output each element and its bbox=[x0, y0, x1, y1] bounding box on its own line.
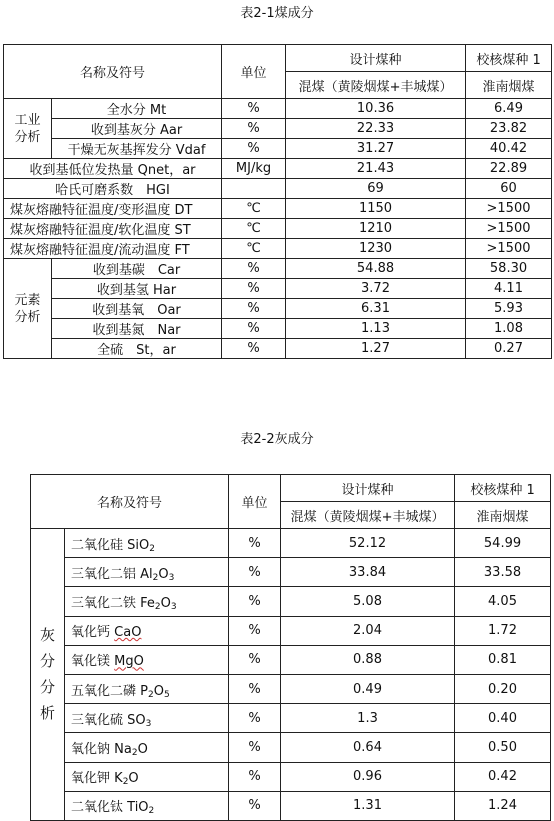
row-name: 全硫 St，ar bbox=[52, 339, 222, 359]
row-design-value: 1.13 bbox=[286, 319, 466, 339]
row-check-value: >1500 bbox=[466, 219, 552, 239]
row-unit: % bbox=[222, 299, 286, 319]
table2-caption: 表2-2灰成分 bbox=[240, 432, 314, 447]
row-design-value: 1210 bbox=[286, 219, 466, 239]
ash-row-name: 二氧化硅 SiO$_2$ bbox=[65, 529, 229, 558]
row-unit: % bbox=[229, 616, 281, 645]
row-design-value: 6.31 bbox=[286, 299, 466, 319]
row-check-value: 0.42 bbox=[455, 762, 551, 791]
row-design-value: 33.84 bbox=[281, 558, 455, 587]
row-unit: % bbox=[222, 319, 286, 339]
row-name: 收到基灰分 Aar bbox=[52, 119, 222, 139]
row-check-value: 33.58 bbox=[455, 558, 551, 587]
table1-caption: 表2-1煤成分 bbox=[240, 6, 314, 21]
row-name: 煤灰熔融特征温度/变形温度 DT bbox=[4, 199, 222, 219]
table-row bbox=[31, 616, 551, 645]
table-row bbox=[4, 319, 552, 339]
table-row bbox=[4, 119, 552, 139]
row-name: 全水分 Mt bbox=[52, 99, 222, 119]
row-design-value: 3.72 bbox=[286, 279, 466, 299]
table1-header-design-sub: 混煤（黄陵烟煤+丰城煤） bbox=[286, 72, 466, 99]
row-check-value: 1.08 bbox=[466, 319, 552, 339]
group-industrial-analysis: 工业 分析 bbox=[4, 99, 52, 159]
row-check-value: 22.89 bbox=[466, 159, 552, 179]
table1-header-row bbox=[4, 45, 552, 72]
row-check-value: 1.72 bbox=[455, 616, 551, 645]
row-design-value: 0.88 bbox=[281, 645, 455, 674]
table1-header-check-sub: 淮南烟煤 bbox=[466, 72, 552, 99]
row-check-value: 5.93 bbox=[466, 299, 552, 319]
row-name: 煤灰熔融特征温度/流动温度 FT bbox=[4, 239, 222, 259]
row-unit: % bbox=[229, 558, 281, 587]
row-check-value: >1500 bbox=[466, 239, 552, 259]
table-row bbox=[4, 279, 552, 299]
row-name: 哈氏可磨系数 HGI bbox=[4, 179, 222, 199]
table-row bbox=[31, 704, 551, 733]
row-unit: % bbox=[229, 762, 281, 791]
row-check-value: 1.24 bbox=[455, 791, 551, 820]
table-row bbox=[4, 219, 552, 239]
table2-header-unit: 单位 bbox=[229, 475, 281, 529]
row-name: 煤灰熔融特征温度/软化温度 ST bbox=[4, 219, 222, 239]
table2-header-design: 设计煤种 bbox=[281, 475, 455, 502]
row-name: 收到基氢 Har bbox=[52, 279, 222, 299]
row-unit: % bbox=[222, 259, 286, 279]
row-design-value: 21.43 bbox=[286, 159, 466, 179]
table-row bbox=[4, 239, 552, 259]
row-check-value: 4.05 bbox=[455, 587, 551, 616]
table1-header-name: 名称及符号 bbox=[4, 45, 222, 99]
table1-header-design: 设计煤种 bbox=[286, 45, 466, 72]
table-row bbox=[4, 99, 552, 119]
table-row bbox=[31, 587, 551, 616]
row-name: 收到基氮 Nar bbox=[52, 319, 222, 339]
row-design-value: 22.33 bbox=[286, 119, 466, 139]
row-unit: % bbox=[222, 279, 286, 299]
ash-row-name: 五氧化二磷 $P_2O_5$ bbox=[65, 674, 229, 703]
row-design-value: 2.04 bbox=[281, 616, 455, 645]
row-name: 收到基低位发热量 Qnet，ar bbox=[4, 159, 222, 179]
row-name: 收到基氧 Oar bbox=[52, 299, 222, 319]
ash-row-name: 氧化钾 $K_2O$ bbox=[65, 762, 229, 791]
table-row bbox=[31, 558, 551, 587]
table1-header-check: 校核煤种 1 bbox=[466, 45, 552, 72]
row-design-value: 0.96 bbox=[281, 762, 455, 791]
table2-header-check-sub: 淮南烟煤 bbox=[455, 502, 551, 529]
table-row bbox=[31, 674, 551, 703]
table2-header-name: 名称及符号 bbox=[31, 475, 229, 529]
row-name: 收到基碳 Car bbox=[52, 259, 222, 279]
row-unit: % bbox=[222, 139, 286, 159]
ash-composition-table bbox=[30, 474, 551, 821]
ash-row-name: 氧化钙 CaO bbox=[65, 616, 229, 645]
group-ash-analysis: 灰 分 分 析 bbox=[31, 529, 65, 821]
row-check-value: 0.40 bbox=[455, 704, 551, 733]
row-design-value: 10.36 bbox=[286, 99, 466, 119]
table-row bbox=[31, 645, 551, 674]
row-name: 干燥无灰基挥发分 Vdaf bbox=[52, 139, 222, 159]
row-unit: % bbox=[229, 587, 281, 616]
table-row bbox=[4, 199, 552, 219]
row-check-value: 0.50 bbox=[455, 733, 551, 762]
table2-header-row bbox=[31, 475, 551, 502]
row-design-value: 1.31 bbox=[281, 791, 455, 820]
row-unit: % bbox=[229, 529, 281, 558]
table-row bbox=[4, 299, 552, 319]
row-design-value: 69 bbox=[286, 179, 466, 199]
coal-composition-table bbox=[3, 44, 552, 359]
row-check-value: 23.82 bbox=[466, 119, 552, 139]
row-unit: ℃ bbox=[222, 239, 286, 259]
row-check-value: 54.99 bbox=[455, 529, 551, 558]
row-design-value: 0.64 bbox=[281, 733, 455, 762]
row-check-value: 0.27 bbox=[466, 339, 552, 359]
ash-row-name: 三氧化硫 $SO_3$ bbox=[65, 704, 229, 733]
row-check-value: 4.11 bbox=[466, 279, 552, 299]
table1-header-unit: 单位 bbox=[222, 45, 286, 99]
table-row bbox=[4, 179, 552, 199]
row-unit: % bbox=[222, 119, 286, 139]
row-design-value: 1150 bbox=[286, 199, 466, 219]
ash-row-name: 二氧化钛 TiO$_2$ bbox=[65, 791, 229, 820]
row-check-value: 60 bbox=[466, 179, 552, 199]
table-row bbox=[4, 259, 552, 279]
table-row bbox=[4, 159, 552, 179]
row-unit: % bbox=[229, 791, 281, 820]
ash-row-name: 氧化钠 $Na_2O$ bbox=[65, 733, 229, 762]
row-check-value: 0.20 bbox=[455, 674, 551, 703]
ash-row-name: 三氧化二铁 $Fe_2O_3$ bbox=[65, 587, 229, 616]
row-unit: % bbox=[222, 99, 286, 119]
row-design-value: 1230 bbox=[286, 239, 466, 259]
table-row bbox=[4, 139, 552, 159]
table-row bbox=[31, 529, 551, 558]
table2-header-check: 校核煤种 1 bbox=[455, 475, 551, 502]
row-design-value: 31.27 bbox=[286, 139, 466, 159]
table-row bbox=[31, 791, 551, 820]
table2-header-design-sub: 混煤（黄陵烟煤+丰城煤） bbox=[281, 502, 455, 529]
row-design-value: 1.27 bbox=[286, 339, 466, 359]
row-unit: % bbox=[229, 645, 281, 674]
row-unit: ℃ bbox=[222, 219, 286, 239]
row-unit: % bbox=[222, 339, 286, 359]
ash-row-name: 三氧化二铝 $Al_2O_3$ bbox=[65, 558, 229, 587]
row-unit: MJ/kg bbox=[222, 159, 286, 179]
row-design-value: 1.3 bbox=[281, 704, 455, 733]
row-check-value: >1500 bbox=[466, 199, 552, 219]
row-unit: % bbox=[229, 733, 281, 762]
group-elemental-analysis: 元素 分析 bbox=[4, 259, 52, 359]
row-design-value: 54.88 bbox=[286, 259, 466, 279]
row-unit: % bbox=[229, 674, 281, 703]
row-unit: % bbox=[229, 704, 281, 733]
row-unit: ℃ bbox=[222, 199, 286, 219]
row-check-value: 6.49 bbox=[466, 99, 552, 119]
table-row bbox=[4, 339, 552, 359]
row-design-value: 0.49 bbox=[281, 674, 455, 703]
ash-row-name: 氧化镁 MgO bbox=[65, 645, 229, 674]
row-check-value: 0.81 bbox=[455, 645, 551, 674]
row-design-value: 5.08 bbox=[281, 587, 455, 616]
row-check-value: 58.30 bbox=[466, 259, 552, 279]
row-unit bbox=[222, 179, 286, 199]
row-design-value: 52.12 bbox=[281, 529, 455, 558]
table-row bbox=[31, 762, 551, 791]
table-row bbox=[31, 733, 551, 762]
row-check-value: 40.42 bbox=[466, 139, 552, 159]
